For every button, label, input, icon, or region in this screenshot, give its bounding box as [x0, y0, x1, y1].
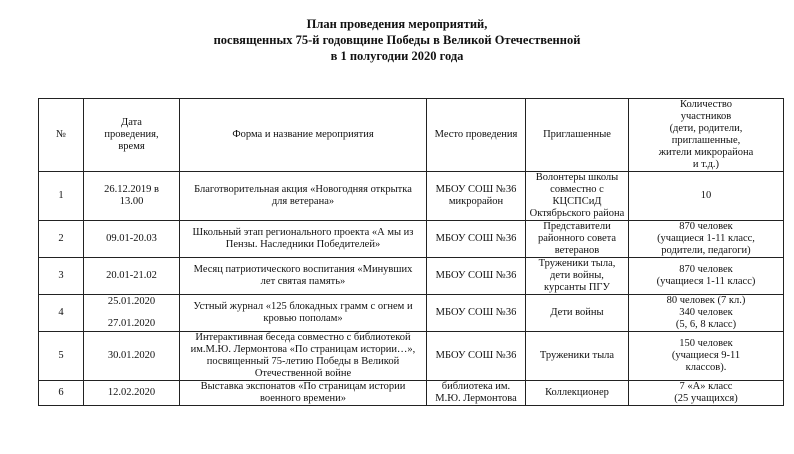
cell-count: 10 — [629, 172, 784, 221]
header-num: № — [39, 99, 84, 172]
cell-place: МБОУ СОШ №36 — [427, 295, 526, 332]
cell-date: 30.01.2020 — [84, 332, 180, 381]
cell-count: 80 человек (7 кл.) 340 человек (5, 6, 8 класс) — [629, 295, 784, 332]
cell-date: 26.12.2019 в 13.00 — [84, 172, 180, 221]
table-row — [39, 295, 784, 332]
cell-date: 12.02.2020 — [84, 381, 180, 406]
cell-place: МБОУ СОШ №36 — [427, 258, 526, 295]
table-row — [39, 381, 784, 406]
cell-count: 7 «А» класс (25 учащихся) — [629, 381, 784, 406]
cell-form: Благотворительная акция «Новогодняя открытка для ветерана» — [180, 172, 427, 221]
cell-num: 3 — [39, 258, 84, 295]
header-place: Место проведения — [427, 99, 526, 172]
cell-date: 20.01-21.02 — [84, 258, 180, 295]
cell-num: 4 — [39, 295, 84, 332]
header-count: Количество участников (дети, родители, приглашенные, жители микрорайона и т.д.) — [629, 99, 784, 172]
cell-form: Устный журнал «125 блокадных грамм с огнем и кровью пополам» — [180, 295, 427, 332]
title-line-2: посвященных 75-й годовщине Победы в Великой Отечественной — [213, 33, 581, 47]
cell-count: 870 человек (учащиеся 1-11 класс, родители, педагоги) — [629, 221, 784, 258]
cell-place: библиотека им. М.Ю. Лермонтова — [427, 381, 526, 406]
header-form: Форма и название мероприятия — [180, 99, 427, 172]
cell-invited: Коллекционер — [526, 381, 629, 406]
table-row — [39, 332, 784, 381]
cell-num: 2 — [39, 221, 84, 258]
table-row — [39, 172, 784, 221]
table-row — [39, 258, 784, 295]
cell-num: 1 — [39, 172, 84, 221]
cell-count: 870 человек (учащиеся 1-11 класс) — [629, 258, 784, 295]
cell-form: Выставка экспонатов «По страницам истории военного времени» — [180, 381, 427, 406]
cell-date-start: 25.01.2020 — [107, 296, 156, 307]
cell-place: МБОУ СОШ №36 — [427, 221, 526, 258]
header-date: Дата проведения, время — [84, 99, 180, 172]
cell-form: Месяц патриотического воспитания «Минувших лет святая память» — [180, 258, 427, 295]
cell-invited: Дети войны — [526, 295, 629, 332]
cell-invited: Волонтеры школы совместно с КЦСПСиД Октябрьского района — [526, 172, 629, 221]
header-invited: Приглашенные — [526, 99, 629, 172]
cell-date-end: 27.01.2020 — [107, 318, 156, 329]
table-row — [39, 221, 784, 258]
title-line-1: План проведения мероприятий, — [306, 17, 488, 31]
cell-date: 09.01-20.03 — [84, 221, 180, 258]
table-header-row — [39, 99, 784, 172]
events-table — [38, 98, 784, 406]
document-title — [0, 16, 794, 64]
cell-num: 6 — [39, 381, 84, 406]
cell-form: Школьный этап регионального проекта «А мы из Пензы. Наследники Победителей» — [180, 221, 427, 258]
cell-invited: Труженики тыла — [526, 332, 629, 381]
cell-date — [84, 295, 180, 332]
cell-place: МБОУ СОШ №36 микрорайон — [427, 172, 526, 221]
title-line-3: в 1 полугодии 2020 года — [330, 49, 464, 63]
cell-invited: Труженики тыла, дети войны, курсанты ПГУ — [526, 258, 629, 295]
cell-invited: Представители районного совета ветеранов — [526, 221, 629, 258]
cell-num: 5 — [39, 332, 84, 381]
cell-form: Интерактивная беседа совместно с библиотекой им.М.Ю. Лермонтова «По страницам истории…», посвященный 75-летию Победы в Великой Отечественной войне — [180, 332, 427, 381]
cell-place: МБОУ СОШ №36 — [427, 332, 526, 381]
cell-count: 150 человек (учащиеся 9-11 классов). — [629, 332, 784, 381]
